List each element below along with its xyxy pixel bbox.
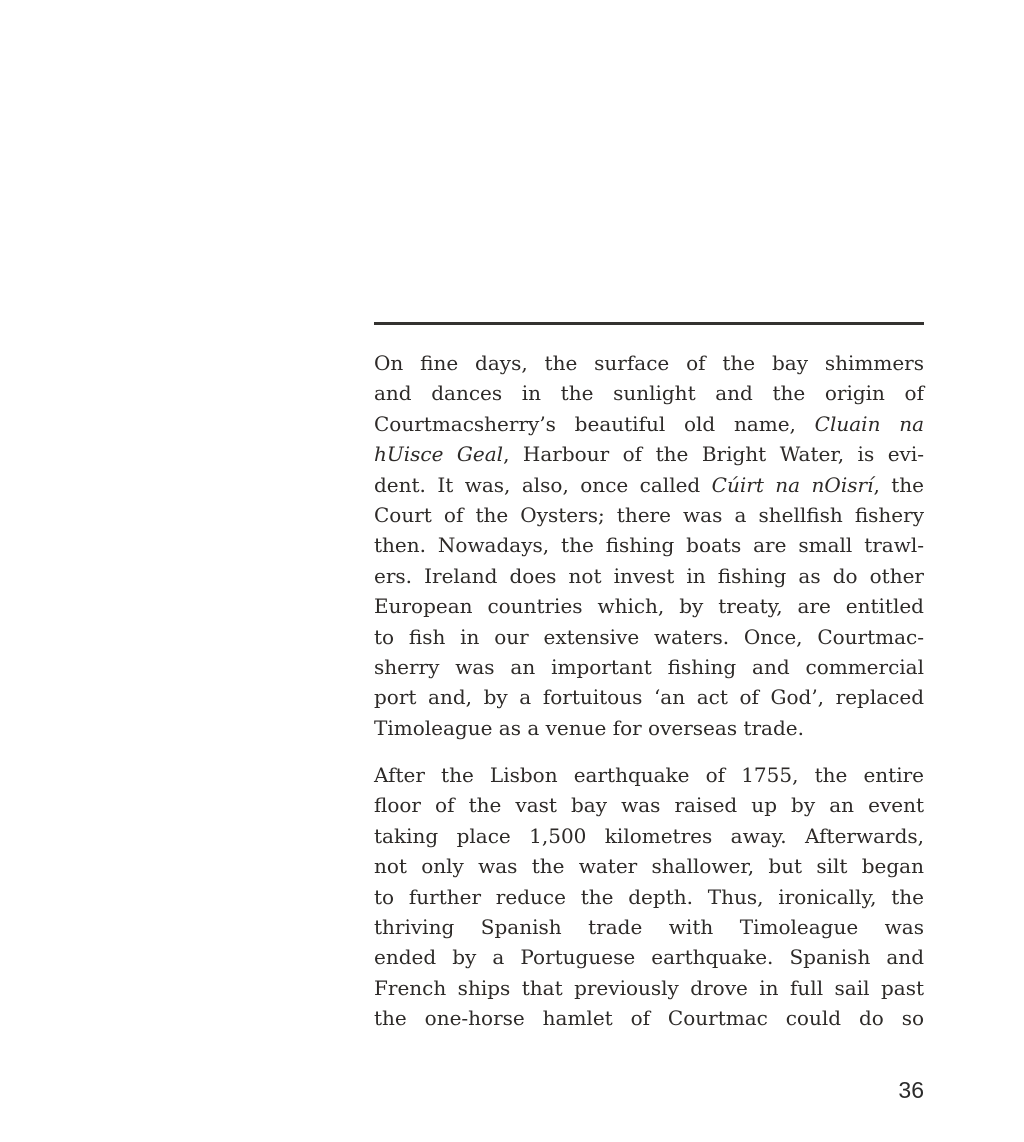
text-segment: the one-horse hamlet of Courtmac could do so	[374, 1006, 924, 1031]
text-segment: thriving Spanish trade with Timoleague was	[374, 915, 924, 940]
body-text	[374, 348, 924, 1034]
italic-text-segment: Cluain na	[814, 411, 924, 436]
text-segment: dent. It was, also, once called	[374, 472, 712, 497]
text-line	[374, 348, 924, 378]
text-line	[374, 713, 924, 743]
text-segment: ended by a Portuguese earthquake. Spanish and	[374, 945, 924, 970]
text-segment: Courtmacsherry’s beautiful old name,	[374, 411, 815, 436]
text-line	[374, 682, 924, 712]
paragraph	[374, 760, 924, 1034]
page-number: 36	[898, 1077, 924, 1103]
text-line	[374, 1003, 924, 1033]
text-segment: floor of the vast bay was raised up by an event	[374, 793, 924, 818]
text-line	[374, 530, 924, 560]
text-segment: taking place 1,500 kilometres away. Afterwards,	[374, 823, 924, 848]
text-segment: then. Nowadays, the fishing boats are small trawl-	[374, 533, 924, 558]
text-segment: not only was the water shallower, but silt began	[374, 854, 924, 879]
text-line	[374, 942, 924, 972]
text-line	[374, 652, 924, 682]
text-line	[374, 821, 924, 851]
text-segment: port and, by a fortuitous ‘an act of God’, replaced	[374, 685, 924, 710]
italic-text-segment: hUisce Geal	[374, 442, 504, 467]
text-line	[374, 790, 924, 820]
text-line	[374, 882, 924, 912]
text-line	[374, 760, 924, 790]
text-line	[374, 439, 924, 469]
text-line	[374, 409, 924, 439]
text-segment: Court of the Oysters; there was a shellfish fishery	[374, 502, 924, 527]
text-line	[374, 912, 924, 942]
text-line	[374, 561, 924, 591]
text-line	[374, 378, 924, 408]
text-segment: to fish in our extensive waters. Once, Courtmac-	[374, 624, 924, 649]
text-line	[374, 591, 924, 621]
section-divider-rule	[374, 322, 924, 325]
text-segment: European countries which, by treaty, are entitled	[374, 594, 924, 619]
italic-text-segment: Cúirt na nOisrí	[711, 472, 874, 497]
text-segment: and dances in the sunlight and the origin of	[374, 381, 924, 406]
text-segment: French ships that previously drove in full sail past	[374, 975, 924, 1000]
text-segment: ers. Ireland does not invest in fishing as do other	[374, 563, 924, 588]
text-line	[374, 500, 924, 530]
text-line	[374, 470, 924, 500]
text-segment: to further reduce the depth. Thus, ironically, the	[374, 884, 924, 909]
text-segment: sherry was an important fishing and commercial	[374, 654, 924, 679]
text-segment: , Harbour of the Bright Water, is evi-	[503, 442, 924, 467]
paragraph	[374, 348, 924, 743]
text-line	[374, 851, 924, 881]
text-segment: After the Lisbon earthquake of 1755, the entire	[374, 763, 924, 788]
text-line	[374, 622, 924, 652]
text-segment: Timoleague as a venue for overseas trade.	[374, 715, 804, 740]
text-segment: , the	[873, 472, 924, 497]
text-segment: On fine days, the surface of the bay shimmers	[374, 351, 924, 375]
text-line	[374, 973, 924, 1003]
